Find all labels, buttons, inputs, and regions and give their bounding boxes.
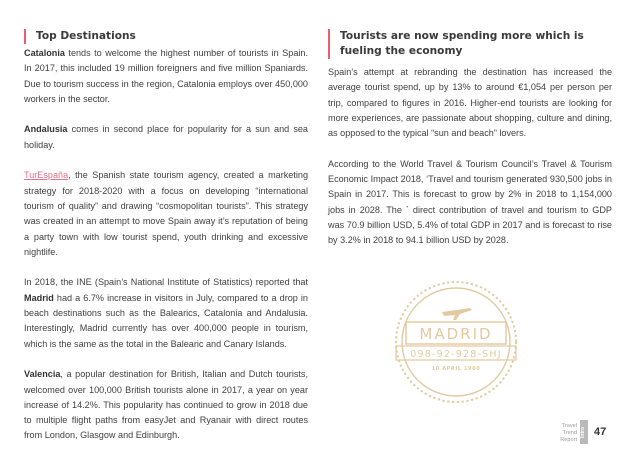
footer-label-line: Travel — [561, 423, 577, 429]
turespana-link[interactable]: TurEspaña — [24, 170, 69, 181]
section-heading-spending: Tourists are now spending more which is fueling the economy — [328, 29, 612, 59]
footer-section-tab: Intro — [580, 420, 588, 444]
paragraph-text: , the Spanish state tourism agency, created a marketing strategy for 2018-2020 with a focus on developing “international tourism of quality” and drawing “cosmopolitan tourists”. This strategy was created in an attempt to move Spain away it’s reputation of being a party town with low tourist spend, youth drinking and excessive nightlife. — [24, 170, 308, 257]
bold-valencia: Valencia — [24, 369, 61, 380]
stamp-city: MADRID — [419, 325, 493, 343]
page-number: 47 — [594, 426, 607, 438]
section-heading-top-destinations: Top Destinations — [24, 29, 308, 44]
paragraph-text: tends to welcome the highest number of tourists in Spain. In 2017, this included 19 million foreigners and five million Spaniards. Due to tourism success in the region, Catalonia employs over 450,000 workers in the sector. — [24, 48, 308, 104]
footer-label-line: Trend — [562, 430, 577, 436]
paragraph-valencia — [24, 367, 308, 443]
paragraph-text: had a 6.7% increase in visitors in July, compared to a drop in beach destinations such as the Balearics, Catalonia and Andalusia. Interestingly, Madrid currently has over 400,000 people in tourism, which is the same as the total in the Balearic and Canary Islands. — [24, 292, 308, 349]
paragraph-madrid — [24, 275, 308, 351]
footer-report-label — [555, 423, 577, 444]
bold-andalusia: Andalusia — [24, 124, 68, 135]
paragraph-wttc: According to the World Travel & Tourism Council’s Travel & Tourism Economic Impact 2018, ‘Travel and tourism generated 930,500 jobs in Spain in 2017. This is forecast to grow by 2% in 2018 to 1,154,000 jobs in 2028. The ` direct contribution of travel and tourism to GDP was 70.9 billion USD, 5.4% of total GDP in 2017 and is forecast to rise by 3.2% in 2018 to 94.1 billion USD by 2028. — [328, 158, 612, 246]
paragraph-andalusia — [24, 122, 308, 153]
bold-catalonia: Catalonia — [24, 48, 65, 58]
paragraph-text: In 2018, the INE (Spain’s National Institute of Statistics) reported that — [24, 277, 308, 288]
paragraph-text: comes in second place for popularity for a sun and sea holiday. — [24, 124, 308, 150]
left-column — [24, 0, 308, 459]
airplane-icon — [442, 308, 472, 320]
paragraph-catalonia — [24, 46, 308, 107]
bold-madrid: Madrid — [24, 292, 54, 303]
madrid-stamp — [392, 278, 520, 406]
right-column — [328, 0, 612, 264]
paragraph-turespana — [24, 168, 308, 260]
paragraph-spending: Spain’s attempt at rebranding the destination has increased the average tourist spend, up by 13% to around €1,054 per person per trip, compared to figures in 2016. Higher-end tourists are looking for more experiences, are passionate about shopping, culture and dining, as opposed to the typical “sun and beach” lovers. — [328, 67, 612, 139]
stamp-date: 10 APRIL 1980 — [431, 366, 481, 372]
paragraph-text: , a popular destination for British, Italian and Dutch tourists, welcomed over 100,000 British tourists alone in 2017, a year on year increase of 14.2%. This popularity has continued to grow in 2018 due to multiple flight paths from easyJet and Ryanair with direct routes from London, Glasgow and Edinburgh. — [24, 369, 308, 441]
stamp-code: 098-92-928-SHJ — [410, 349, 502, 360]
footer-label-line: Report — [560, 437, 577, 443]
